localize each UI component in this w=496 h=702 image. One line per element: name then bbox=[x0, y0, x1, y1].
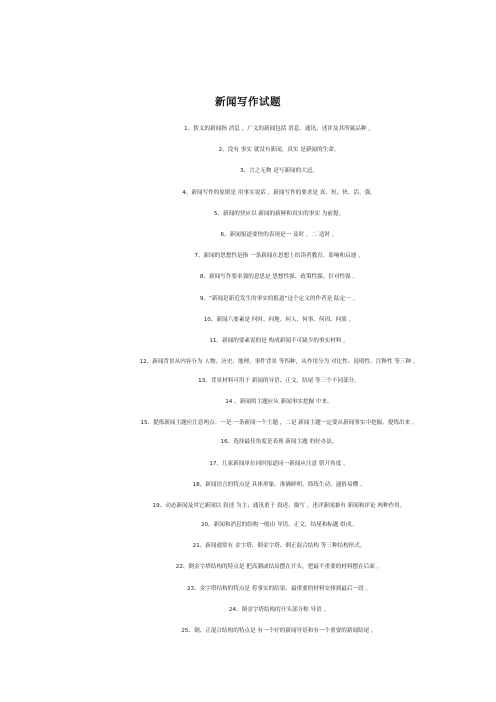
question-item: 20、新闻和消息的结构一般由 导语、正文、结尾和标题 组成。 bbox=[200, 522, 358, 528]
question-item: 2、没有 事实 就没有新闻，真实 是新闻的生命。 bbox=[218, 147, 340, 154]
question-item: 13、背景材料可用于 新闻的导语、正文、结尾 等三个不同部分。 bbox=[198, 378, 360, 385]
question-item: 8、新闻写作要求强的意思是 思想性强、政策性强、针对性强 。 bbox=[199, 274, 359, 281]
question-item: 11、新闻的要素说的是 构成新闻不可缺少的事实材料 。 bbox=[209, 337, 349, 344]
question-item: 24、倒金字塔结构的开头部分称 导语 。 bbox=[228, 606, 330, 613]
question-item: 5、新闻的快应以 新闻的新鲜和真实的事实 为前提。 bbox=[213, 210, 345, 217]
question-item: 9、“新闻是新近发生的事实的报道”这个定义的作者是 陆定一 。 bbox=[199, 295, 359, 302]
question-item: 21、新闻通常有 金字塔、倒金字塔、倒正混合结构 等三种结构形式。 bbox=[192, 543, 366, 550]
question-item: 16、选择最佳角度是表现 新闻主题 的好办法。 bbox=[220, 439, 338, 446]
question-list bbox=[112, 124, 446, 647]
question-item: 14 、新闻的主题应从 新闻事实挖掘 中来。 bbox=[225, 399, 333, 406]
question-item: 10、新闻六要素是 何时、何地、何人、何事、何因、何果 。 bbox=[203, 316, 355, 323]
question-item: 18、新闻语言的特点是 具体形象、准确鲜明、简练生动、通俗易懂 。 bbox=[192, 481, 366, 488]
question-item: 4、新闻写作的原则是 用事实说话 ，新闻写作的要求是 真、短、快、活、强。 bbox=[182, 189, 376, 196]
question-item: 7、新闻的思想性是指 一条新闻在思想上给读者教育、影响和启迪 。 bbox=[194, 253, 364, 260]
question-item: 15、提炼新闻主题应注意两点：一是 一条新闻一个主题 ，二是 新闻主题一定要从新闻事实中挖掘、提炼出来 。 bbox=[140, 420, 418, 427]
question-item: 6、新闻报道要快的表现是一 及时 、二 适时 。 bbox=[220, 231, 338, 238]
question-item: 23、金字塔结构的特点是 将事实的结果、最重要的材料安排到最后一段 。 bbox=[186, 585, 372, 592]
document-title: 新闻写作试题 bbox=[215, 96, 281, 108]
question-item: 1、狭义的新闻指 消息 ，广义的新闻包括 消息、通讯、述评及其所属品种 。 bbox=[184, 126, 374, 132]
question-item: 3、言之无物 是写新闻的大忌。 bbox=[239, 168, 319, 175]
question-item: 19、动态新闻及其它新闻以 叙述 为主；通讯重于 叙述、描写 ，述评新闻兼有 新闻和评论 两种作用。 bbox=[152, 503, 406, 509]
question-item: 12、新闻背景从内容分为 人物、历史、地理、事件背景 等四种，从作用分为 对比性、说明性、注释性 等三种 。 bbox=[139, 359, 419, 366]
question-item: 25、倒、正混合结构的特点是 有一个好的新闻导语和有一个重要的新闻结尾 。 bbox=[181, 627, 377, 634]
question-item: 22、倒金字塔结构的特点是 把高潮或结局摆在开头，把最不重要的材料摆在后面 。 bbox=[175, 564, 383, 571]
question-item: 17、几家新闻单位同时报道同一新闻应注意 错开角度 。 bbox=[209, 460, 349, 467]
